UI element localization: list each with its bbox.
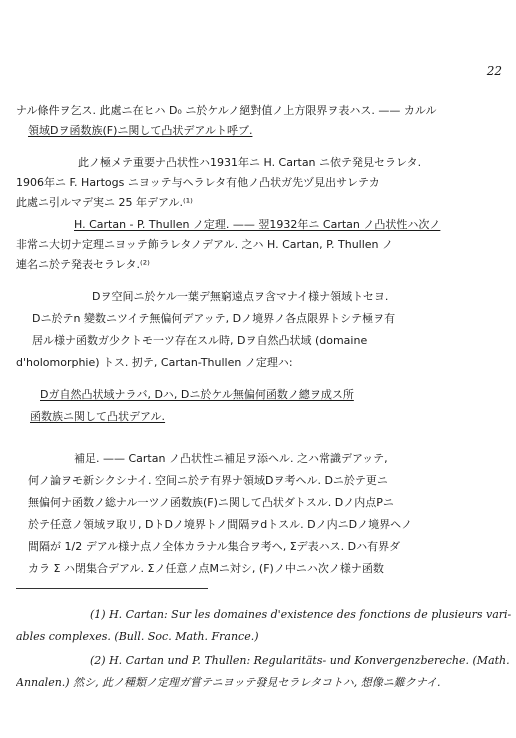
- text-line: 無偏何ナ函数ノ総ナル一ツノ函数族(F)ニ関して凸状ダトスル. Dノ内点Pニ: [28, 496, 394, 509]
- text-line: 於テ任意ノ領域ヲ取リ, DトDノ境界トノ間隔ヲdトスル. Dノ内ニDノ境界ヘノ: [28, 518, 413, 531]
- text-line: d'holomorphie) トス. 扨テ, Cartan-Thullen ノ定理ハ:: [16, 356, 293, 369]
- text-line: 1906年ニ F. Hartogs ニヨッテ与ヘラレタ有他ノ凸状ガ先ヅ見出サレテカ: [16, 176, 380, 189]
- theorem-line: 函数族ニ関して凸状デアル.: [30, 410, 166, 423]
- footnote: ables complexes. (Bull. Soc. Math. France.): [16, 630, 259, 643]
- text-line: 何ノ論ヲモ新シクシナイ. 空间ニ於テ有界ナ領域Dヲ考ヘル. Dニ於テ更ニ: [28, 474, 388, 487]
- footnote: Annalen.) 然シ, 此ノ種類ノ定理ガ嘗テニヨッテ發見セラレタコトハ, 想像ニ難クナイ.: [16, 676, 441, 689]
- text-line: カラ Σ ハ閉集合デアル. Σノ任意ノ点Mニ対シ, (F)ノ中ニハ次ノ様ナ函数: [28, 562, 384, 575]
- text-line-underlined: 領域Dヲ函数族(F)ニ関して凸状デアルト呼ブ.: [28, 124, 253, 137]
- section-heading-line: H. Cartan - P. Thullen ノ定理. —— 翌1932年ニ Cartan ノ凸状性ハ次ノ: [74, 218, 441, 231]
- text-line: Dニ於テn 變数ニツイテ無偏何デアッテ, Dノ境界ノ各点限界トシテ極ヲ有: [32, 312, 396, 325]
- theorem-line: Dガ自然凸状域ナラバ, Dハ, Dニ於ケル無偏何函数ノ總ヲ成ス所: [40, 388, 354, 401]
- text-line: ナル條件ヲ乞ス. 此處ニ在ヒハ D₀ ニ於ケルノ絕對值ノ上方限界ヲ表ハス. —— カルル: [16, 104, 437, 117]
- text-line: 補足. —— Cartan ノ凸状性ニ補足ヲ添ヘル. 之ハ常識デアッテ,: [74, 452, 388, 465]
- text-line: 居ル様ナ函数ガ少クトモ一ツ存在スル時, Dヲ自然凸状域 (domaine: [32, 334, 368, 347]
- text-line: Dヲ空间ニ於ケル一葉デ無窮遠点ヲ含マナイ様ナ領域トセヨ.: [92, 290, 389, 303]
- text-line: 此ノ極メテ重要ナ凸状性ハ1931年ニ H. Cartan ニ依テ発見セラレタ.: [78, 156, 422, 169]
- text-line: 此處ニ引ルマデ実ニ 25 年デアル.⁽¹⁾: [16, 196, 193, 209]
- footnote: (2) H. Cartan und P. Thullen: Regularitäts- und Konvergenzbereche. (Math.: [90, 654, 510, 667]
- page-number: 22: [486, 64, 502, 78]
- footnote-divider: [16, 588, 208, 589]
- text-line: 間隔が 1/2 デアル様ナ点ノ全体カラナル集合ヲ考ヘ, Σデ表ハス. Dハ有界ダ: [28, 540, 401, 553]
- text-line: 連名ニ於テ発表セラレタ.⁽²⁾: [16, 258, 150, 271]
- text-line: 非常ニ大切ナ定理ニヨッテ飾ラレタノデアル. 之ハ H. Cartan, P. Thullen ノ: [16, 238, 394, 251]
- footnote: (1) H. Cartan: Sur les domaines d'existence des fonctions de plusieurs vari-: [90, 608, 512, 621]
